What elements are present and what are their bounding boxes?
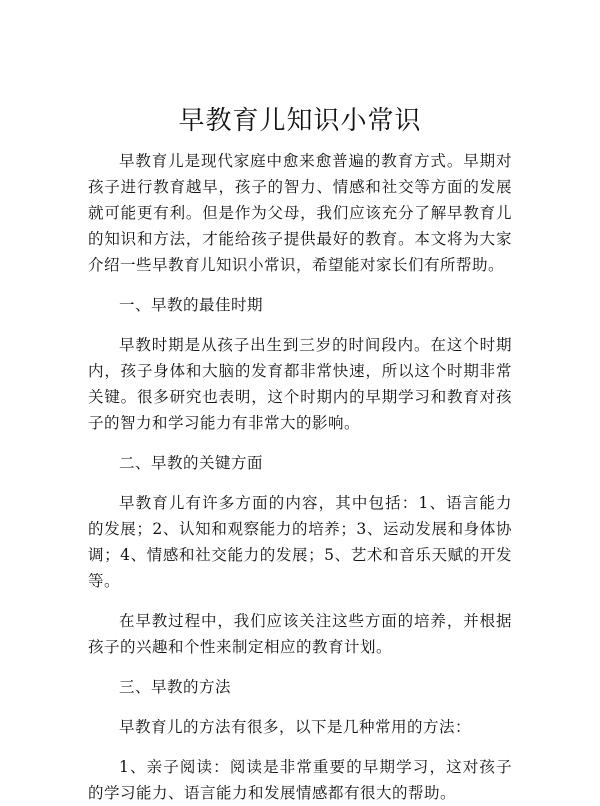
section-heading-key-aspects: 二、早教的关键方面 <box>119 454 264 472</box>
document-title: 早教育儿知识小常识 <box>178 106 422 136</box>
paragraph-intro: 早教育儿是现代家庭中愈来愈普遍的教育方式。早期对孩子进行教育越早，孩子的智力、情感和社交等方面的发展就可能更有利。但是作为父母，我们应该充分了解早教育儿的知识和方法，才能给孩子提供最好的教育。本文将为大家介绍一些早教育儿知识小常识，希望能对家长们有所帮助。 <box>88 152 512 274</box>
section-heading-best-period: 一、早教的最佳时期 <box>119 296 264 314</box>
document-body <box>88 148 512 806</box>
paragraph-method-reading: 1、亲子阅读：阅读是非常重要的早期学习，这对孩子的学习能力、语言能力和发展情感都有很大的帮助。 <box>88 758 512 802</box>
paragraph-methods-intro: 早教育儿的方法有很多，以下是几种常用的方法： <box>119 718 472 736</box>
paragraph-best-period: 早教时期是从孩子出生到三岁的时间段内。在这个时期内，孩子身体和大脑的发育都非常快速，所以这个时期非常关键。很多研究也表明，这个时期内的早期学习和教育对孩子的智力和学习能力有非常大的影响。 <box>88 336 512 432</box>
section-heading-methods: 三、早教的方法 <box>119 678 232 696</box>
paragraph-key-aspects: 早教育儿有许多方面的内容，其中包括：1、语言能力的发展；2、认知和观察能力的培养；3、运动发展和身体协调；4、情感和社交能力的发展；5、艺术和音乐天赋的开发等。 <box>88 494 512 590</box>
paragraph-focus: 在早教过程中，我们应该关注这些方面的培养，并根据孩子的兴趣和个性来制定相应的教育计划。 <box>88 612 512 656</box>
